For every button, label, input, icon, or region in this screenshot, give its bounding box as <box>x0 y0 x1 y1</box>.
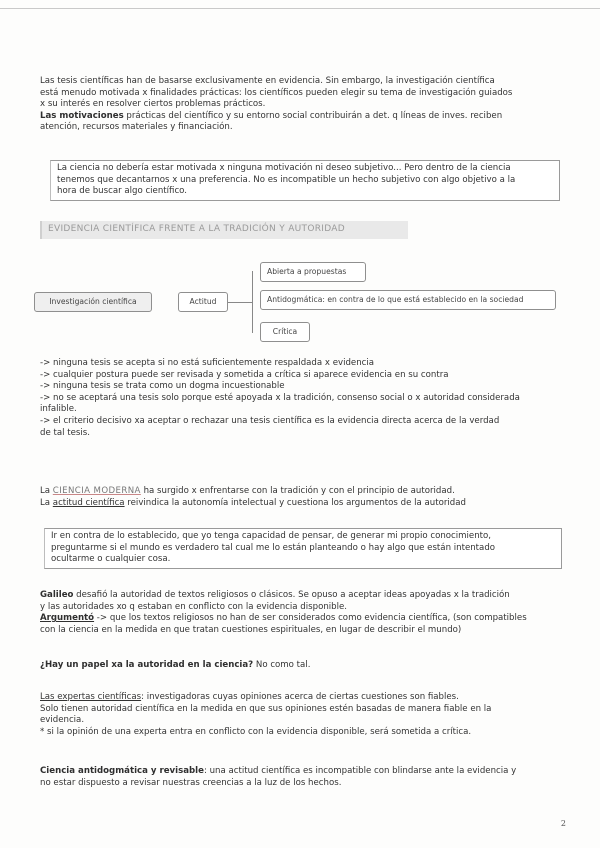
bullet-item: -> ninguna tesis se trata como un dogma incuestionable <box>40 381 285 392</box>
galileo-line: con la ciencia en la medida en que tratan cuestiones espirituales, en lugar de describir el mundo) <box>40 624 462 635</box>
diagram-node-research: Investigación científica <box>34 292 152 312</box>
page-number: 2 <box>560 819 566 828</box>
diagram-node-antidogmatic: Antidogmática: en contra de lo que está establecido en la sociedad <box>260 290 556 310</box>
intro-line: está menudo motivada x finalidades prácticas: los científicos pueden elegir su tema de investigación guiados <box>40 87 513 98</box>
closing-rest: : una actitud científica es incompatible con blindarse ante la evidencia y <box>203 766 517 776</box>
closing-line: no estar dispuesto a revisar nuestras creencias a la luz de los hechos. <box>40 777 342 788</box>
section-heading-text: EVIDENCIA CIENTÍFICA FRENTE A LA TRADICIÓN Y AUTORIDAD <box>48 224 345 234</box>
modern-prefix: La <box>40 486 53 496</box>
bullet-item: -> ninguna tesis se acepta si no está suficientemente respaldada x evidencia <box>40 358 375 368</box>
experts-line <box>40 692 564 704</box>
intro-line: x su interés en resolver ciertos problemas prácticos. <box>40 99 266 110</box>
note-line: ocultarme o cualquier cosa. <box>51 554 171 565</box>
note-line: Ir en contra de lo establecido, que yo tenga capacidad de pensar, de generar mi propio conocimiento, <box>51 531 491 541</box>
bullet-item: de tal tesis. <box>40 427 90 438</box>
intro-paragraph <box>40 76 564 134</box>
diagram-node-critical: Crítica <box>260 322 310 342</box>
galileo-rest: -> que los textos religiosos no han de ser considerados como evidencia científica, (son compatibles <box>94 613 527 624</box>
modern-prefix: La <box>40 497 53 508</box>
experts-line: evidencia. <box>40 715 85 726</box>
diagram-connector <box>228 302 252 303</box>
antidogmatic-term: Ciencia antidogmática y revisable <box>40 766 204 776</box>
modern-line <box>40 498 564 510</box>
authority-question <box>40 660 564 672</box>
note-box-subjectivity <box>50 160 560 201</box>
experts-line: Solo tienen autoridad científica en la medida en que sus opiniones estén basadas de manera fiable en la <box>40 703 492 714</box>
note-box-autonomy <box>44 528 562 569</box>
experts-paragraph <box>40 692 564 738</box>
bullet-item: -> cualquier postura puede ser revisada y sometida a crítica si aparece evidencia en su contra <box>40 369 449 380</box>
experts-rest: : investigadoras cuyas opiniones acerca de ciertas cuestiones son fiables. <box>141 692 459 702</box>
galileo-line: y las autoridades xo q estaban en conflicto con la evidencia disponible. <box>40 601 348 612</box>
closing-line <box>40 766 564 778</box>
scientific-attitude-term: actitud científica <box>52 497 125 508</box>
note-line: preguntarme si el mundo es verdadero tal cual me lo están planteando o hay algo que están intentado <box>51 542 496 553</box>
motivations-term: Las motivaciones <box>40 110 124 121</box>
bullet-list <box>40 358 564 439</box>
modern-line <box>40 486 564 498</box>
authority-line <box>40 660 564 672</box>
argued-label: Argumentó <box>40 613 95 624</box>
experts-line: * si la opinión de una experta entra en conflicto con la evidencia disponible, será sometida a crítica. <box>40 726 472 737</box>
top-rule <box>0 8 600 9</box>
modern-science-paragraph <box>40 486 564 509</box>
intro-line: Las tesis científicas han de basarse exclusivamente en evidencia. Sin embargo, la investigación científica <box>40 76 495 86</box>
galileo-paragraph <box>40 590 564 636</box>
modern-rest: reivindica la autonomía intelectual y cuestiona los argumentos de la autoridad <box>124 497 466 508</box>
bullet-item: infalible. <box>40 404 77 415</box>
authority-answer: No como tal. <box>253 660 311 670</box>
galileo-line <box>40 613 564 625</box>
intro-line-rest: prácticas del científico y su entorno social contribuirán a det. q líneas de inves. reciben <box>123 110 503 121</box>
intro-line <box>40 111 564 123</box>
bullet-item: -> el criterio decisivo xa aceptar o rechazar una tesis científica es la evidencia directa acerca de la verdad <box>40 415 500 426</box>
galileo-rest: desafió la autoridad de textos religiosos o clásicos. Se opuso a aceptar ideas apoyadas x la tradición <box>73 590 510 600</box>
section-heading <box>40 221 408 239</box>
note-line: La ciencia no debería estar motivada x ninguna motivación ni deseo subjetivo... Pero dentro de la ciencia <box>57 163 511 173</box>
diagram-node-attitude: Actitud <box>178 292 228 312</box>
diagram-bracket <box>252 271 253 333</box>
modern-science-term: CIENCIA MODERNA <box>52 486 141 496</box>
note-line: hora de buscar algo científico. <box>57 186 188 197</box>
note-line: tenemos que decantarnos x una preferencia. No es incompatible un hecho subjetivo con algo objetivo a la <box>57 174 516 185</box>
galileo-name: Galileo <box>40 590 74 600</box>
intro-line: atención, recursos materiales y financiación. <box>40 122 233 133</box>
closing-paragraph <box>40 766 564 789</box>
galileo-line <box>40 590 564 602</box>
diagram-node-open: Abierta a propuestas <box>260 262 366 282</box>
experts-term: Las expertas científicas <box>40 692 142 702</box>
authority-question-text: ¿Hay un papel xa la autoridad en la ciencia? <box>40 660 254 670</box>
bullet-item: -> no se aceptará una tesis solo porque esté apoyada x la tradición, consenso social o x autoridad considerada <box>40 392 520 403</box>
modern-rest: ha surgido x enfrentarse con la tradición y con el principio de autoridad. <box>140 486 455 496</box>
